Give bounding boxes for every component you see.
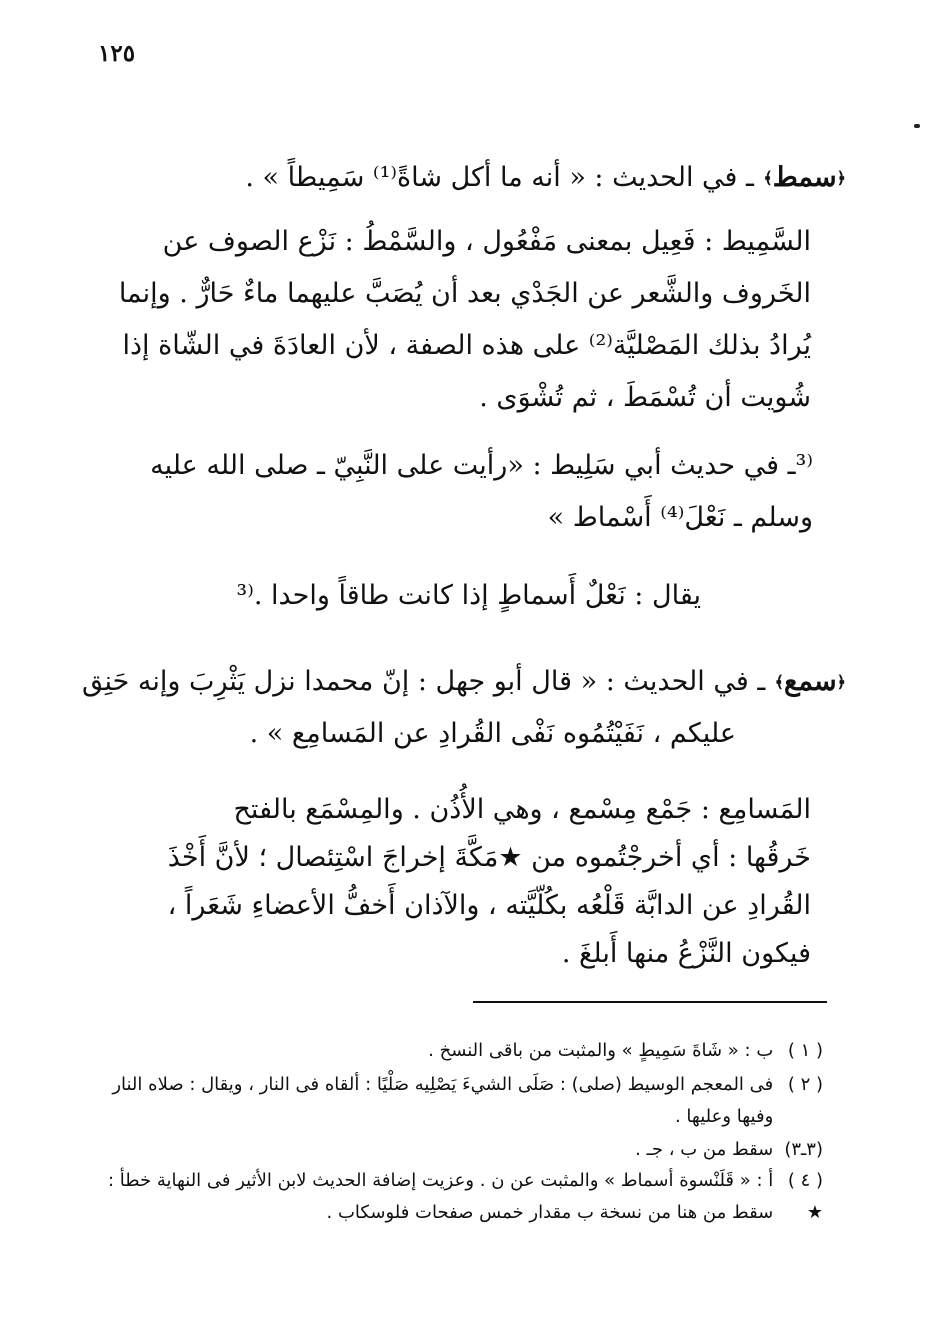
footnote-text: سقط من هنا من نسخة ب مقدار خمس صفحات فلوسكاب . — [326, 1202, 774, 1223]
footnote — [327, 1202, 823, 1223]
paragraph-samit — [91, 228, 811, 428]
footnote-text: سقط من ب ، جـ . — [635, 1139, 774, 1160]
footnote-number: ( ٤ ) — [787, 1170, 823, 1191]
corner-mark — [914, 124, 920, 128]
headword-sama: ﴿سمع﴾ — [774, 666, 846, 697]
entry-sama-intro: ـ في الحديث : « قال أبو جهل : إنّ محمدا نزل يَثْرِبَ وإنه حَنِق — [81, 666, 766, 697]
paragraph-line: يقال : نَعْلٌ أَسماطٍ إذا كانت طاقاً واحدا .⁽³ — [236, 580, 701, 611]
footnote — [428, 1040, 823, 1061]
entry-samt-intro: ـ في الحديث : « أنه ما أكل شاةً⁽¹⁾ سَمِيطاً » . — [245, 162, 754, 193]
paragraph-masami — [71, 796, 811, 996]
entry-sama-heading — [81, 666, 846, 768]
paragraph-line: يُرادُ بذلك المَصْليَّة⁽²⁾ على هذه الصفة ، لأن العادَةَ في الشّاة إذا — [122, 330, 811, 361]
footnote — [112, 1074, 823, 1095]
footnote — [675, 1106, 823, 1127]
paragraph-line: السَّمِيط : فَعِيل بمعنى مَفْعُول ، والسَّمْطُ : نَزْع الصوف عن — [162, 226, 811, 257]
footnote-text: ب : « شَاةَ سَمِيطٍ » والمثبت من باقى النسخ . — [428, 1040, 774, 1061]
footnote-separator — [473, 1001, 827, 1003]
ornament-open-icon: ﴿ — [836, 672, 846, 692]
footnote-text: فى المعجم الوسيط (صلى) : صَلَى الشيءَ يَصْلِيه صَلْيًا : ألقاه فى النار ، ويقال : صلاه النار — [112, 1074, 774, 1095]
paragraph-abi-salit — [93, 452, 813, 552]
paragraph-line: فيكون النَّزْعُ منها أَبلغَ . — [561, 938, 811, 969]
paragraph-line: خَرقُها : أي أخرجْتُموه من ★مَكَّةَ إخراجَ اسْتِئصال ؛ لأنَّ أَخْذَ — [167, 842, 811, 873]
paragraph-line: المَسامِع : جَمْع مِسْمع ، وهي الأُذُن . والمِسْمَع بالفتح — [233, 794, 811, 825]
footnote-number: ( ٢ ) — [787, 1074, 823, 1095]
page-number: ١٢٥ — [98, 40, 136, 67]
paragraph-line: شُويت أن تُسْمَطَ ، ثم تُشْوَى . — [479, 382, 811, 413]
star-icon: ★ — [806, 1202, 823, 1223]
paragraph-line: ⁽³ـ في حديث أبي سَلِيط : «رأيت على النَّبِيّ ـ صلى الله عليه — [150, 450, 813, 481]
ornament-open-icon: ﴿ — [836, 168, 846, 188]
footnote — [108, 1170, 823, 1191]
ornament-close-icon: ﴾ — [763, 168, 773, 188]
footnote-number: ( ١ ) — [787, 1040, 823, 1061]
paragraph-yuqal — [101, 582, 701, 622]
footnote — [635, 1139, 823, 1160]
footnote-number: (٣ـ٣) — [784, 1139, 823, 1160]
footnote-text: أ : « قَلَنْسوة أسماط » والمثبت عن ن . وعزيت إضافة الحديث لابن الأثير فى النهاية خطأ : — [107, 1170, 774, 1191]
entry-samt-heading — [146, 164, 846, 204]
paragraph-line: الخَروف والشَّعر عن الجَدْي بعد أن يُصَبَّ عليهما ماءٌ حَارٌّ . وإنما — [118, 278, 811, 309]
ornament-close-icon: ﴾ — [774, 672, 785, 692]
paragraph-line: وسلم ـ نَعْلَ⁽⁴⁾ أَسْماط » — [547, 502, 813, 533]
entry-sama-intro-line2: عليكم ، نَفَيْتُمُوه نَفْى القُرادِ عن المَسامِع » . — [249, 718, 736, 749]
footnote-text: وفيها وعليها . — [674, 1106, 774, 1127]
paragraph-line: القُرادِ عن الدابَّة قَلْعُه بكُلّيَّته ، والآذان أَخفُّ الأعضاءِ شَعَراً ، — [167, 890, 811, 921]
headword-samt: ﴿سمط﴾ — [763, 162, 846, 193]
